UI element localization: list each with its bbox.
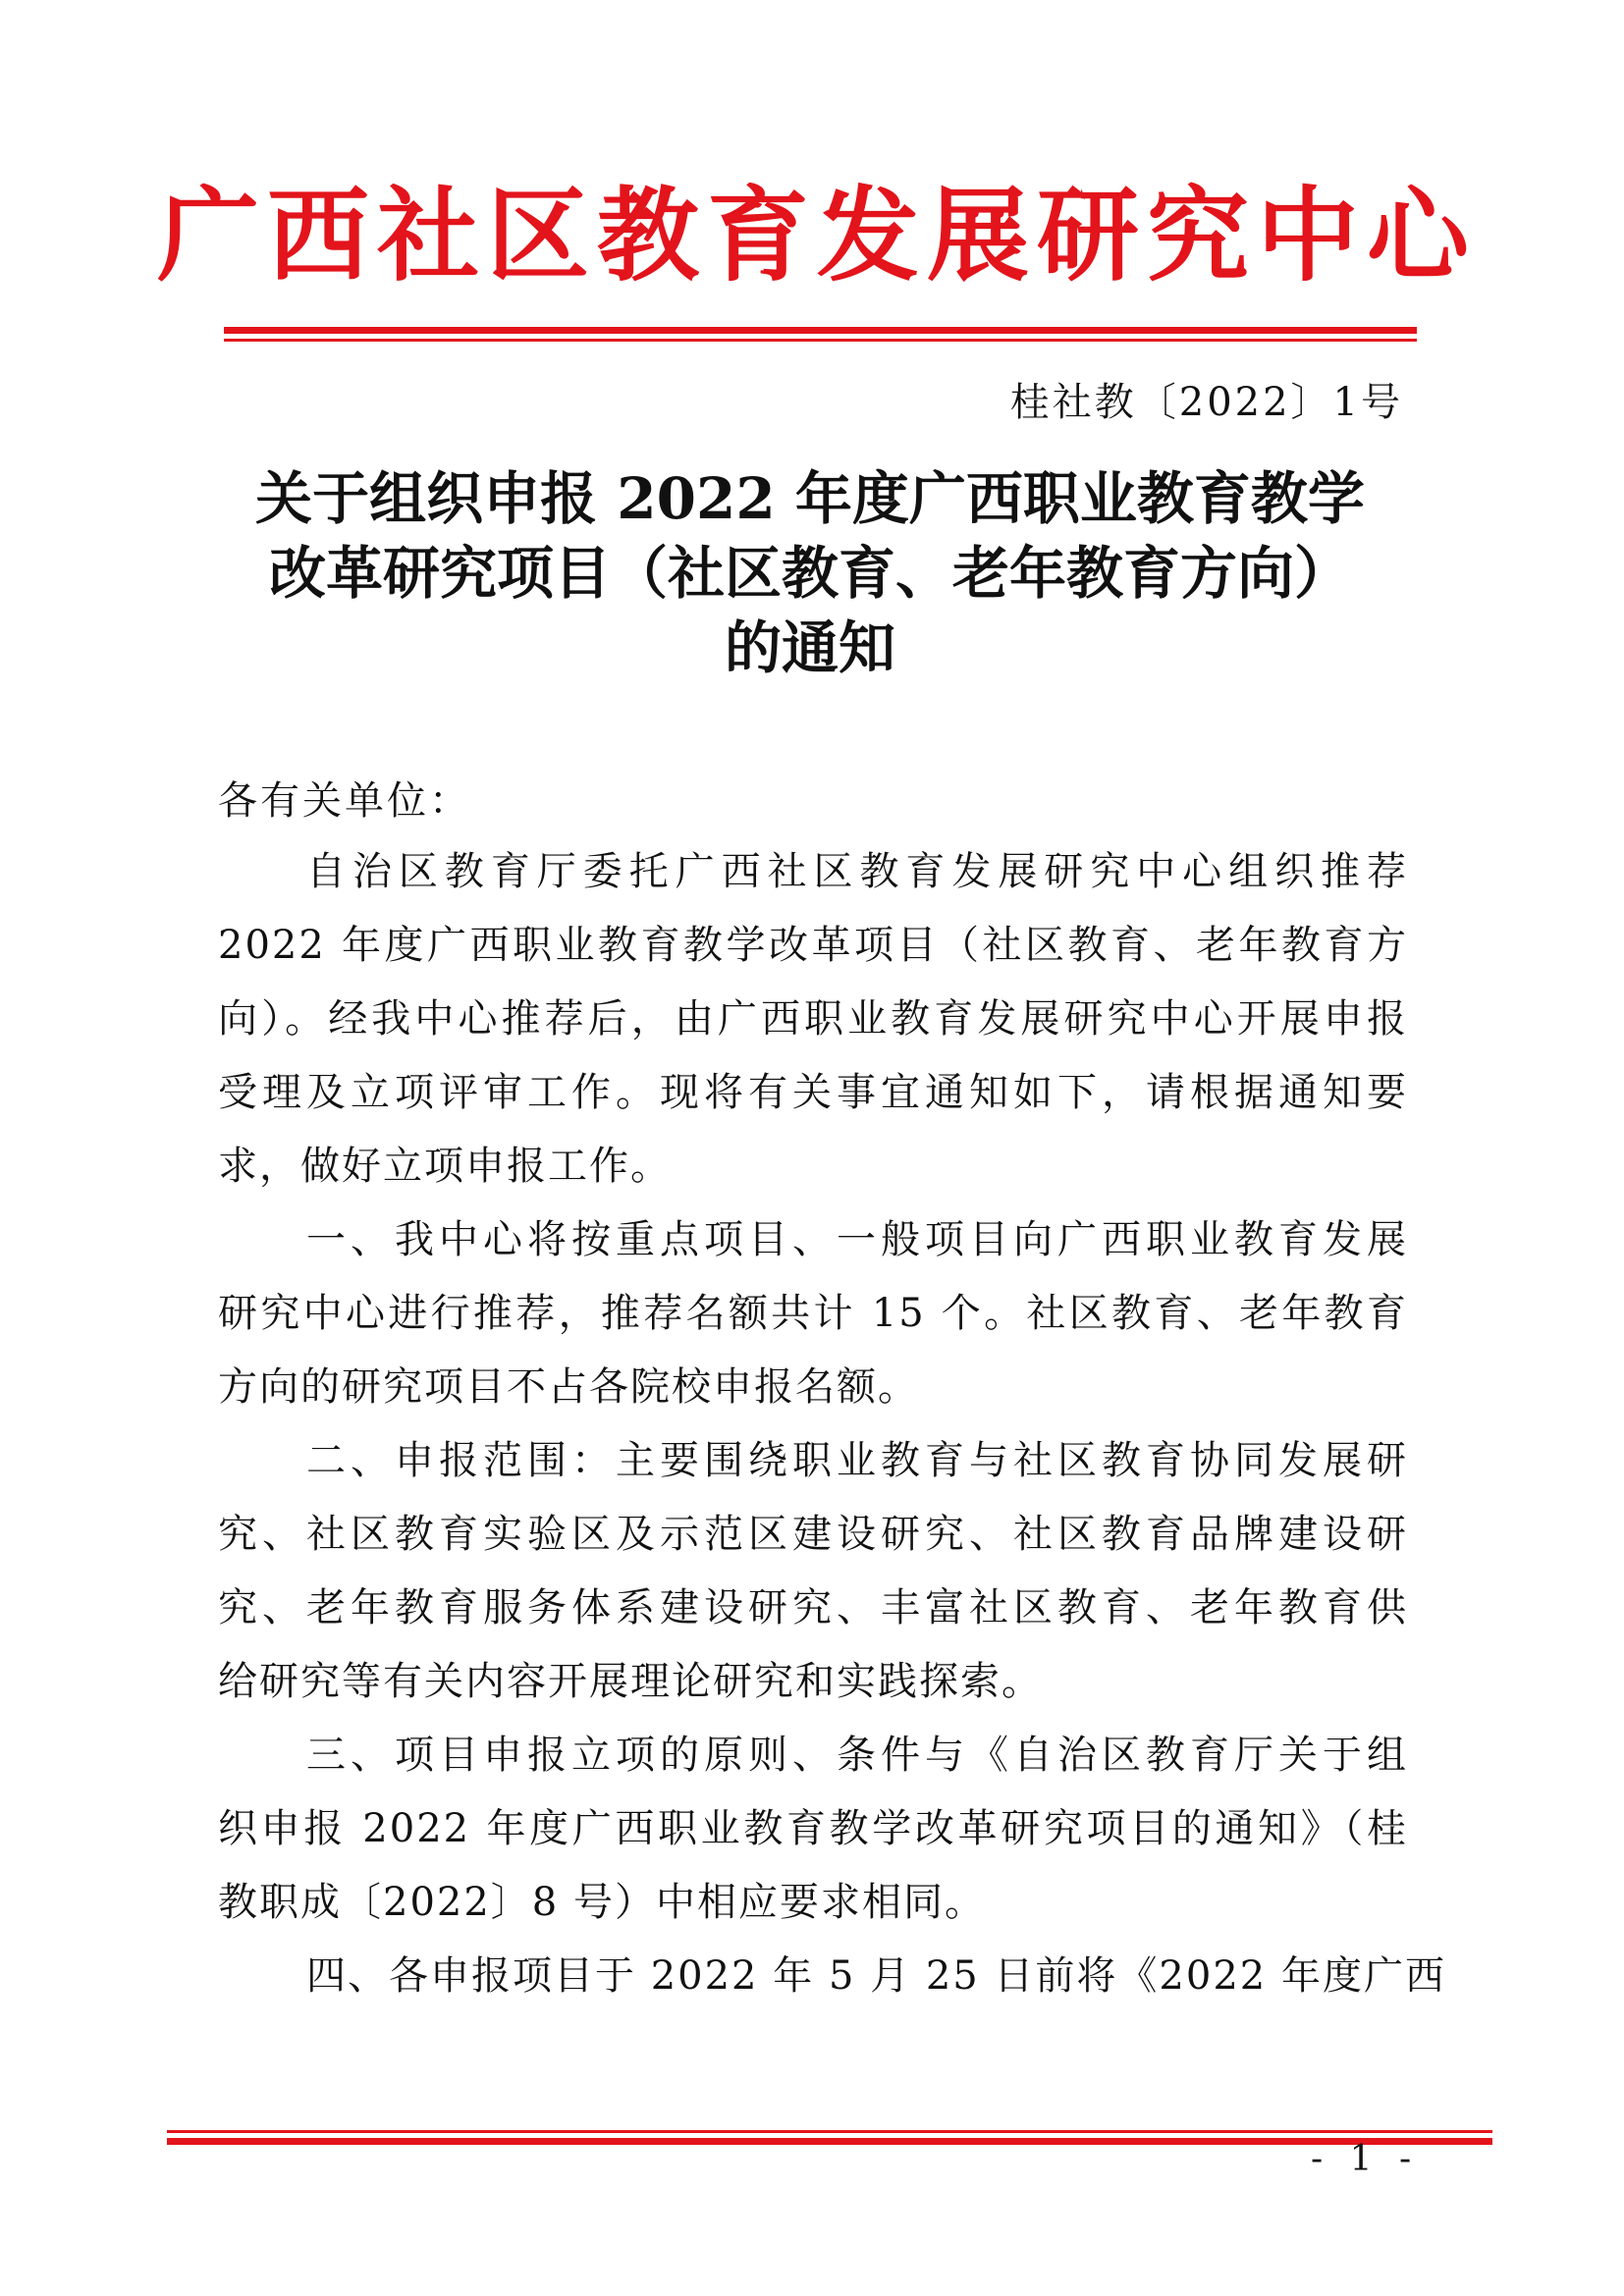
paragraph-line: 究、老年教育服务体系建设研究、丰富社区教育、老年教育供: [218, 1585, 1408, 1630]
paragraph-line: 方向的研究项目不占各院校申报名额。: [218, 1364, 919, 1410]
footer-rule-top: [167, 2130, 1492, 2133]
paragraph-line: 教职成〔2022〕8 号）中相应要求相同。: [218, 1880, 986, 1925]
letterhead-rule-top: [224, 327, 1417, 334]
paragraph-line: 给研究等有关内容开展理论研究和实践探索。: [218, 1659, 1043, 1704]
paragraph-line: 向）。经我中心推荐后，由广西职业教育发展研究中心开展申报: [218, 996, 1408, 1041]
letterhead-organization: 广西社区教育发展研究中心: [157, 175, 1478, 295]
paragraph-line: 2022 年度广西职业教育教学改革项目（社区教育、老年教育方: [218, 923, 1408, 968]
title-line: 改革研究项目（社区教育、老年教育方向）: [268, 540, 1351, 607]
paragraph-line: 四、各申报项目于 2022 年 5 月 25 日前将《2022 年度广西: [306, 1953, 1446, 1999]
paragraph-line: 一、我中心将按重点项目、一般项目向广西职业教育发展: [306, 1217, 1408, 1262]
paragraph-line: 织申报 2022 年度广西职业教育教学改革研究项目的通知》（桂: [218, 1806, 1408, 1851]
footer-rule-bottom: [167, 2138, 1492, 2145]
document-number: 桂社教〔2022〕1号: [1009, 380, 1403, 425]
paragraph-line: 求，做好立项申报工作。: [218, 1144, 672, 1189]
title-line: 关于组织申报 2022 年度广西职业教育教学: [255, 465, 1365, 532]
paragraph-line: 二、申报范围：主要围绕职业教育与社区教育协同发展研: [306, 1438, 1408, 1483]
paragraph-line: 三、项目申报立项的原则、条件与《自治区教育厅关于组: [306, 1733, 1408, 1778]
document-title: [177, 461, 1443, 685]
paragraph-line: 自治区教育厅委托广西社区教育发展研究中心组织推荐: [306, 849, 1408, 894]
paragraph-line: 究、社区教育实验区及示范区建设研究、社区教育品牌建设研: [218, 1512, 1408, 1557]
paragraph-line: 受理及立项评审工作。现将有关事宜通知如下，请根据通知要: [218, 1070, 1408, 1115]
page-number: - 1 -: [1311, 2139, 1420, 2179]
title-line: 的通知: [724, 614, 895, 681]
paragraph-line: 研究中心进行推荐，推荐名额共计 15 个。社区教育、老年教育: [218, 1291, 1408, 1336]
letterhead-rule-bottom: [224, 339, 1417, 342]
salutation: 各有关单位：: [218, 778, 471, 824]
